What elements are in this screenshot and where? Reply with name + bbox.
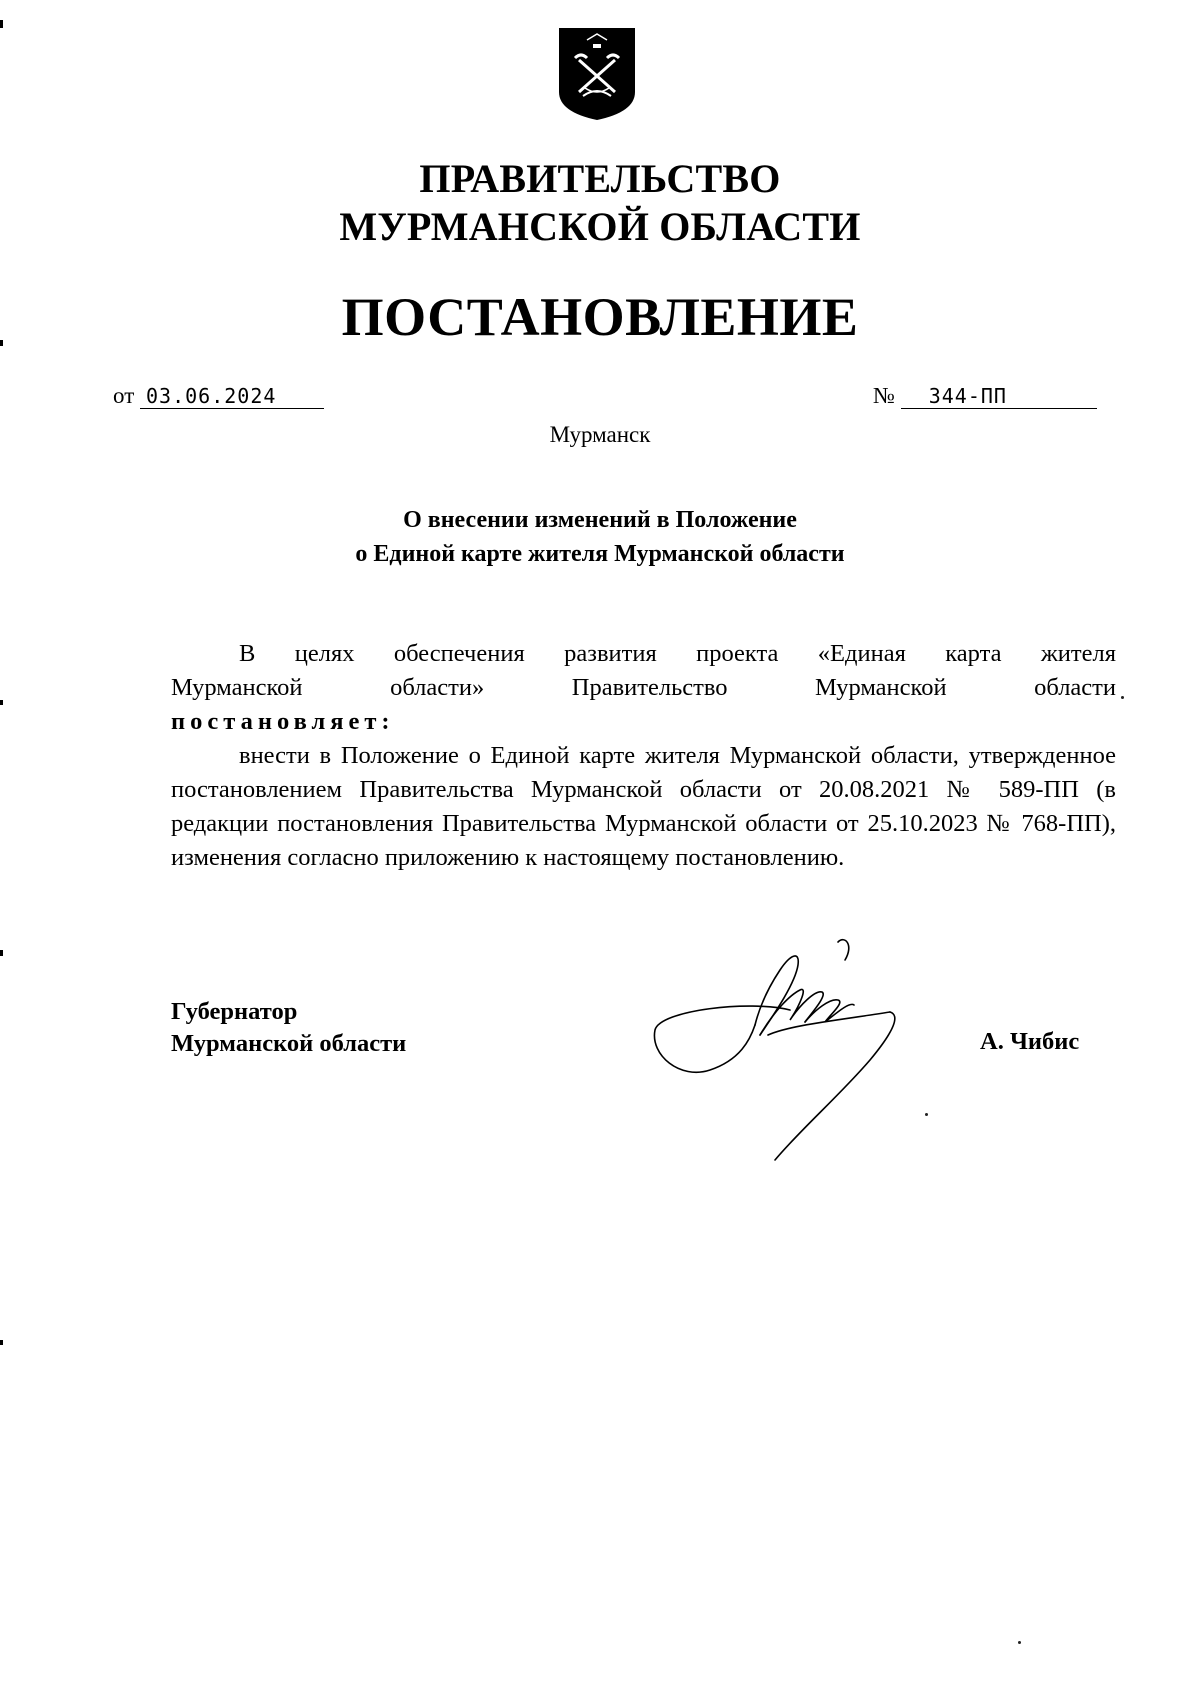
subject-line1: О внесении изменений в Положение xyxy=(403,507,797,533)
scan-edge-mark xyxy=(0,340,3,346)
scan-edge-mark xyxy=(0,1340,3,1345)
body-paragraph-2: внести в Положение о Единой карте жителя Мурманской области, утвержденное постановлением Правительства Мурманской области от 20.08.2021 № 589-ПП (в редакции постановления Правительства Мурманской области от 25.10.2023 № 768-ПП), изменения согласно приложению к настоящему постановлению. xyxy=(171,742,1116,871)
document-body xyxy=(171,637,1116,875)
signer-title-line2: Мурманской области xyxy=(171,1030,407,1057)
scan-artifact-dot xyxy=(1018,1641,1021,1644)
document-number xyxy=(873,382,1097,410)
handwritten-signature-icon xyxy=(640,930,940,1180)
body-paragraph-1-line1: В целях обеспечения развития проекта «Единая карта жителя xyxy=(239,640,1116,667)
scan-artifact-dot xyxy=(1121,696,1124,699)
document-subject xyxy=(0,503,1200,571)
scan-edge-mark xyxy=(0,700,3,705)
body-paragraph-1-line2: Мурманской области» Правительство Мурманской области xyxy=(171,674,1116,701)
decree-word: постановляет: xyxy=(171,708,395,735)
government-title-line2: МУРМАНСКОЙ ОБЛАСТИ xyxy=(339,204,861,249)
date-prefix: от xyxy=(113,383,135,408)
document-date xyxy=(113,382,324,410)
signer-name: А. Чибис xyxy=(980,1028,1080,1055)
number-prefix: № xyxy=(873,383,895,408)
scan-edge-mark xyxy=(0,950,3,956)
document-type-heading: ПОСТАНОВЛЕНИЕ xyxy=(341,287,859,347)
number-value: 344-ПП xyxy=(901,384,1097,409)
government-title xyxy=(0,155,1200,251)
date-value: 03.06.2024 xyxy=(140,384,324,409)
scan-edge-mark xyxy=(0,20,3,28)
government-title-line1: ПРАВИТЕЛЬСТВО xyxy=(419,156,781,201)
coat-of-arms-icon xyxy=(557,26,637,122)
city-name: Мурманск xyxy=(549,422,651,447)
scan-artifact-dot xyxy=(925,1113,928,1116)
subject-line2: о Единой карте жителя Мурманской области xyxy=(355,541,845,567)
signer-title xyxy=(171,996,406,1060)
signer-title-line1: Губернатор xyxy=(171,998,298,1025)
